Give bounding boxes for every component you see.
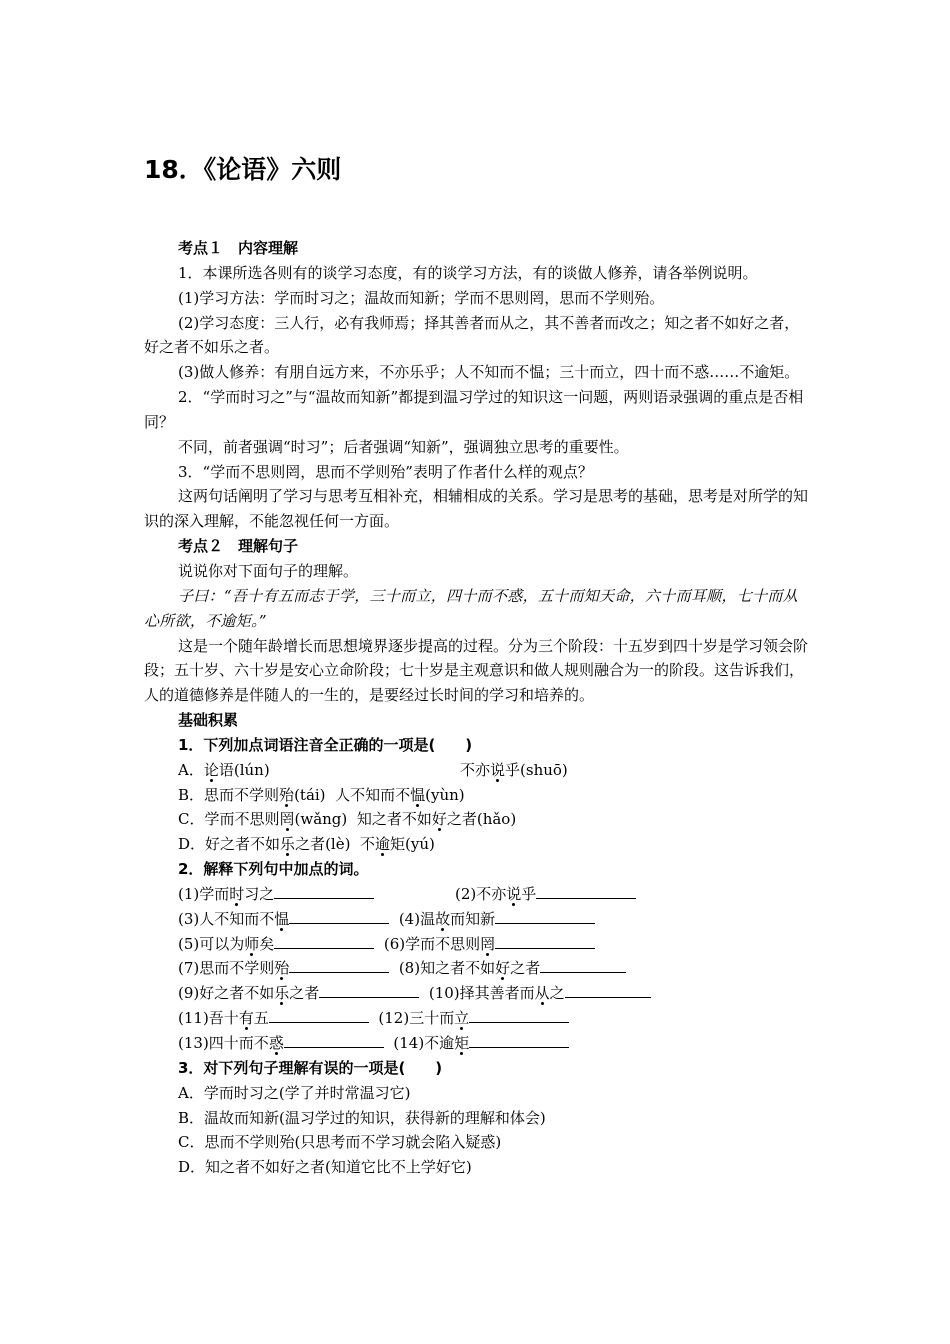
q1-option-d: D．好之者不如乐之者(lè) 不逾矩(yú) xyxy=(178,835,435,854)
page-title: 18．《论语》六则 xyxy=(144,155,342,184)
q2-row xyxy=(144,981,808,1006)
prompt-text: 说说你对下面句子的理解。 xyxy=(178,561,359,580)
q2-item: (12)三十而立 xyxy=(378,1009,569,1027)
answer-blank[interactable] xyxy=(565,981,651,998)
q2-item: (13)四十而不惑 xyxy=(178,1034,384,1052)
q3-option-d: D．知之者不如好之者(知道它比不上学好它) xyxy=(178,1158,472,1177)
answer-1-3: (3)做人修养：有朋自远方来，不亦乐乎；人不知而不愠；三十而立，四十而不惑……不逾矩。 xyxy=(178,363,800,382)
answer-1-2: (2)学习态度：三人行，必有我师焉；择其善者而从之，其不善者而改之；知之者不如好之者，好之者不如乐之者。 xyxy=(144,313,800,357)
dotted-char: 说 xyxy=(490,760,506,779)
q2-item: (2)不亦说乎 xyxy=(426,882,636,907)
q1-option-c: C．学而不思则罔(wǎng) 知之者不如好之者(hǎo) xyxy=(178,810,517,829)
dotted-char: 惑 xyxy=(268,1034,284,1052)
q2-item: (8)知之者不如好之者 xyxy=(399,959,626,977)
answer-blank[interactable] xyxy=(495,932,595,949)
q3-stem: 3．对下列句子理解有误的一项是( ) xyxy=(178,1058,443,1077)
q2-row xyxy=(144,956,808,981)
answer-1-1: (1)学习方法：学而时习之；温故而知新；学而不思则罔，思而不学则殆。 xyxy=(178,288,665,307)
answer-blank[interactable] xyxy=(319,981,419,998)
q2-row xyxy=(144,1031,808,1056)
section-heading-kaodian1: 考点１ 内容理解 xyxy=(178,239,299,257)
answer-blank[interactable] xyxy=(289,956,389,973)
dotted-char: 逾 xyxy=(375,835,391,854)
q1-option-a: A．论语(lún) 不亦说乎(shuō) xyxy=(178,760,568,779)
dotted-char: 论 xyxy=(203,760,219,779)
dotted-char: 故 xyxy=(435,909,451,928)
answer-blank[interactable] xyxy=(274,932,374,949)
question-1: 1．本课所选各则有的谈学习态度，有的谈学习方法，有的谈做人修养，请各举例说明。 xyxy=(178,263,758,282)
q2-item: (7)思而不学则殆 xyxy=(178,959,389,977)
q2-row xyxy=(144,882,808,907)
dotted-char: 乐 xyxy=(280,835,296,854)
q2-item: (6)学而不思则罔 xyxy=(384,935,595,953)
q2-row xyxy=(144,1006,808,1031)
quote-text: 子曰：“吾十有五而志于学，三十而立，四十而不惑，五十而知天命，六十而耳顺，七十而从心所欲，不逾矩。” xyxy=(144,586,798,630)
dotted-char: 罔 xyxy=(480,934,496,953)
dotted-char: 罔 xyxy=(279,810,295,829)
dotted-char: 说 xyxy=(506,884,522,903)
dotted-char: 好 xyxy=(495,959,511,978)
q2-item: (4)温故而知新 xyxy=(399,910,595,928)
dotted-char: 愠 xyxy=(274,909,290,928)
answer-blank[interactable] xyxy=(289,907,389,924)
answer-blank[interactable] xyxy=(469,1031,569,1048)
section-heading-jichu: 基础积累 xyxy=(178,711,239,730)
section-heading-kaodian2: 考点２ 理解句子 xyxy=(178,537,299,556)
q2-stem: 2．解释下列句中加点的词。 xyxy=(178,860,369,879)
q2-item: (14)不逾矩 xyxy=(393,1034,569,1052)
answer-blank[interactable] xyxy=(536,882,636,899)
dotted-char: 时 xyxy=(229,884,245,903)
q2-item: (5)可以为师矣 xyxy=(178,935,374,953)
q2-item: (1)学而时习之 xyxy=(178,882,426,907)
dotted-char: 从 xyxy=(534,984,550,1003)
q1-option-b: B．思而不学则殆(tái) 人不知而不愠(yùn) xyxy=(178,785,465,804)
answer-3: 这两句话阐明了学习与思考互相补充，相辅相成的关系。学习是思考的基础，思考是对所学的知识的深入理解，不能忽视任何一方面。 xyxy=(144,487,809,531)
question-2: 2．“学而时习之”与“温故而知新”都提到温习学过的知识这一问题，两则语录强调的重点是否相同？ xyxy=(144,388,804,431)
answer-blank[interactable] xyxy=(495,907,595,924)
dotted-char: 愠 xyxy=(410,785,426,804)
dotted-char: 矩 xyxy=(454,1034,470,1052)
q1-stem: 1．下列加点词语注音全正确的一项是( ) xyxy=(178,735,473,754)
q3-option-a: A．学而时习之(学了并时常温习它) xyxy=(178,1083,411,1102)
dotted-char: 殆 xyxy=(279,785,295,804)
q2-item: (11)吾十有五 xyxy=(178,1009,369,1027)
dotted-char: 殆 xyxy=(274,959,290,978)
dotted-char: 师 xyxy=(244,934,260,953)
answer-blank[interactable] xyxy=(269,1006,369,1023)
q2-row xyxy=(144,907,808,932)
q2-item: (3)人不知而不愠 xyxy=(178,910,389,928)
answer-blank[interactable] xyxy=(469,1006,569,1023)
q2-row xyxy=(144,932,808,957)
answer-text: 这是一个随年龄增长而思想境界逐步提高的过程。分为三个阶段：十五岁到四十岁是学习领会阶段；五十岁、六十岁是安心立命阶段；七十岁是主观意识和做人规则融合为一的阶段。这告诉我们，人的道德修养是伴随人的一生的，是要经过长时间的学习和培养的。 xyxy=(144,636,809,705)
document-body xyxy=(144,236,808,1180)
answer-2: 不同，前者强调“时习”；后者强调“知新”，强调独立思考的重要性。 xyxy=(178,437,629,456)
answer-blank[interactable] xyxy=(274,882,374,899)
q2-item: (9)好之者不如乐之者 xyxy=(178,984,419,1002)
dotted-char: 好 xyxy=(431,810,447,829)
q2-item: (10)择其善者而从之 xyxy=(429,984,651,1002)
q3-option-b: B．温故而知新(温习学过的知识，获得新的理解和体会) xyxy=(178,1108,546,1127)
dotted-char: 乐 xyxy=(274,984,290,1003)
dotted-char: 立 xyxy=(454,1009,470,1028)
answer-blank[interactable] xyxy=(284,1031,384,1048)
q3-option-c: C．思而不学则殆(只思考而不学习就会陷入疑惑) xyxy=(178,1133,502,1152)
answer-blank[interactable] xyxy=(540,956,626,973)
dotted-char: 有 xyxy=(238,1009,254,1028)
question-3: 3．“学而不思则罔，思而不学则殆”表明了作者什么样的观点？ xyxy=(178,462,593,481)
